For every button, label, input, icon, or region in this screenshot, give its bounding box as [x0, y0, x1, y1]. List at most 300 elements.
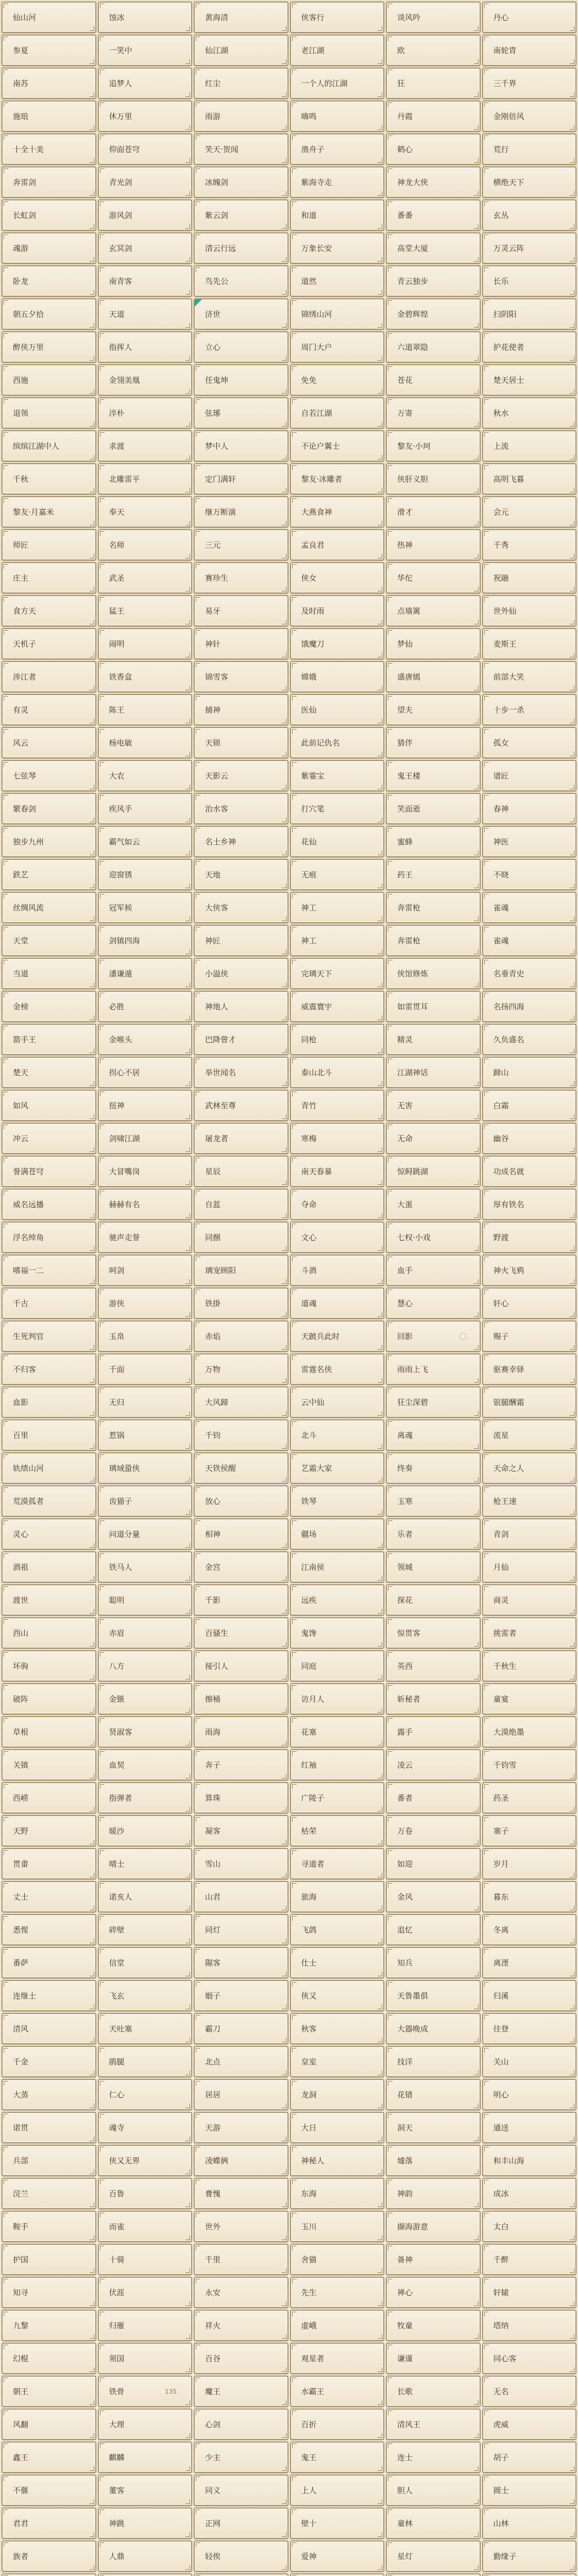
title-tile[interactable] [2, 2079, 96, 2110]
title-tile[interactable] [98, 793, 193, 824]
title-tile[interactable] [482, 1617, 577, 1649]
title-tile[interactable] [194, 2376, 288, 2407]
title-tile[interactable] [2, 1947, 96, 1978]
title-tile[interactable] [194, 100, 288, 132]
title-tile[interactable] [290, 1090, 385, 1121]
title-tile[interactable] [2, 1057, 96, 1088]
title-tile[interactable] [2, 826, 96, 857]
title-tile[interactable] [194, 1848, 288, 1879]
title-tile[interactable] [2, 2013, 96, 2044]
title-tile[interactable] [98, 1485, 193, 1517]
title-tile[interactable] [194, 1222, 288, 1253]
title-tile[interactable] [290, 2145, 385, 2176]
title-tile[interactable] [290, 892, 385, 923]
title-tile[interactable] [98, 1749, 193, 1781]
title-tile[interactable] [386, 1485, 481, 1517]
title-tile[interactable] [194, 1452, 288, 1484]
title-tile[interactable] [386, 562, 481, 594]
title-tile[interactable] [2, 331, 96, 363]
title-tile[interactable] [290, 2573, 385, 2576]
title-tile[interactable] [98, 1057, 193, 1088]
title-tile[interactable] [386, 1683, 481, 1715]
title-tile[interactable] [194, 67, 288, 99]
title-tile[interactable] [98, 595, 193, 626]
title-tile[interactable] [386, 1980, 481, 2011]
title-tile[interactable] [290, 628, 385, 659]
title-tile[interactable] [290, 2343, 385, 2374]
title-tile[interactable] [482, 166, 577, 198]
title-tile[interactable] [2, 1485, 96, 1517]
title-tile[interactable] [98, 364, 193, 396]
title-tile[interactable] [2, 2277, 96, 2308]
title-tile[interactable] [2, 397, 96, 429]
title-tile[interactable] [386, 2178, 481, 2209]
title-tile[interactable] [98, 1090, 193, 1121]
title-tile[interactable] [482, 1947, 577, 1978]
title-tile[interactable] [482, 2145, 577, 2176]
title-tile[interactable] [194, 1947, 288, 1978]
title-tile[interactable] [386, 2013, 481, 2044]
title-tile[interactable] [98, 2409, 193, 2440]
title-tile[interactable] [386, 2310, 481, 2341]
title-tile[interactable] [290, 199, 385, 231]
title-tile[interactable] [98, 1024, 193, 1055]
title-tile[interactable] [194, 694, 288, 725]
title-tile[interactable] [194, 2145, 288, 2176]
title-tile[interactable] [482, 529, 577, 561]
title-tile[interactable] [98, 496, 193, 528]
title-tile[interactable] [2, 1189, 96, 1220]
title-tile[interactable] [290, 925, 385, 956]
title-tile[interactable] [194, 265, 288, 297]
title-tile[interactable] [194, 298, 288, 330]
title-tile[interactable] [386, 1782, 481, 1814]
title-tile[interactable] [2, 430, 96, 462]
title-tile[interactable] [98, 2112, 193, 2143]
title-tile[interactable] [194, 1353, 288, 1385]
title-tile[interactable] [290, 265, 385, 297]
title-tile[interactable] [2, 2211, 96, 2242]
title-tile[interactable] [98, 2046, 193, 2077]
title-tile[interactable] [2, 1156, 96, 1187]
title-tile[interactable] [386, 2046, 481, 2077]
title-tile[interactable] [98, 661, 193, 692]
title-tile[interactable] [194, 1386, 288, 1418]
title-tile[interactable] [98, 2310, 193, 2341]
title-tile[interactable] [290, 958, 385, 989]
title-tile[interactable] [290, 430, 385, 462]
title-tile[interactable] [194, 2310, 288, 2341]
title-tile[interactable] [386, 67, 481, 99]
title-tile[interactable] [98, 2, 193, 33]
title-tile[interactable] [194, 1024, 288, 1055]
title-tile[interactable] [482, 430, 577, 462]
title-tile[interactable] [290, 2178, 385, 2209]
title-tile[interactable] [2, 1551, 96, 1583]
title-tile[interactable] [290, 2475, 385, 2506]
title-tile[interactable] [2, 760, 96, 791]
title-tile[interactable] [2, 2343, 96, 2374]
title-tile[interactable] [194, 2013, 288, 2044]
title-tile[interactable] [482, 2211, 577, 2242]
title-tile[interactable] [386, 1881, 481, 1912]
title-tile[interactable] [98, 199, 193, 231]
title-tile[interactable] [194, 1650, 288, 1682]
title-tile[interactable] [194, 958, 288, 989]
title-tile[interactable] [290, 760, 385, 791]
title-tile[interactable] [98, 2442, 193, 2473]
title-tile[interactable] [290, 793, 385, 824]
title-tile[interactable] [386, 529, 481, 561]
title-tile[interactable] [386, 2244, 481, 2275]
title-tile[interactable] [194, 232, 288, 264]
title-tile[interactable] [386, 1320, 481, 1352]
title-tile[interactable] [98, 2145, 193, 2176]
title-tile[interactable] [290, 694, 385, 725]
title-tile[interactable] [194, 1716, 288, 1748]
title-tile[interactable] [386, 826, 481, 857]
title-tile[interactable] [2, 1255, 96, 1286]
title-tile[interactable] [98, 1683, 193, 1715]
title-tile[interactable] [482, 2442, 577, 2473]
title-tile[interactable] [290, 1947, 385, 1978]
title-tile[interactable] [386, 166, 481, 198]
title-tile[interactable] [386, 133, 481, 165]
title-tile[interactable] [482, 2310, 577, 2341]
title-tile[interactable] [98, 1881, 193, 1912]
title-tile[interactable] [482, 67, 577, 99]
title-tile[interactable] [290, 1749, 385, 1781]
title-tile[interactable] [2, 1353, 96, 1385]
title-tile[interactable] [290, 232, 385, 264]
title-tile[interactable] [98, 463, 193, 495]
title-tile[interactable] [194, 1485, 288, 1517]
title-tile[interactable] [482, 991, 577, 1022]
title-tile[interactable] [194, 991, 288, 1022]
title-tile[interactable] [194, 1090, 288, 1121]
title-tile[interactable] [98, 1419, 193, 1451]
title-tile[interactable] [194, 1914, 288, 1945]
title-tile[interactable] [386, 496, 481, 528]
title-tile[interactable] [482, 199, 577, 231]
title-tile[interactable] [98, 2244, 193, 2275]
title-tile[interactable] [2, 2475, 96, 2506]
title-tile[interactable] [98, 100, 193, 132]
title-tile[interactable] [386, 991, 481, 1022]
title-tile[interactable] [482, 1485, 577, 1517]
title-tile[interactable] [482, 1749, 577, 1781]
title-tile[interactable] [98, 232, 193, 264]
title-tile[interactable] [194, 925, 288, 956]
title-tile[interactable] [98, 166, 193, 198]
title-tile[interactable] [2, 2310, 96, 2341]
title-tile[interactable] [98, 430, 193, 462]
title-tile[interactable] [194, 364, 288, 396]
title-tile[interactable] [194, 463, 288, 495]
title-tile[interactable] [482, 1650, 577, 1682]
title-tile[interactable] [98, 1320, 193, 1352]
title-tile[interactable] [194, 1287, 288, 1319]
title-tile[interactable] [2, 2442, 96, 2473]
title-tile[interactable] [482, 133, 577, 165]
title-tile[interactable] [2, 232, 96, 264]
title-tile[interactable] [98, 2277, 193, 2308]
title-tile[interactable] [194, 1551, 288, 1583]
title-tile[interactable] [194, 1881, 288, 1912]
title-tile[interactable] [194, 1584, 288, 1616]
title-tile[interactable] [194, 2409, 288, 2440]
title-tile[interactable] [386, 1287, 481, 1319]
title-tile[interactable] [386, 430, 481, 462]
title-tile[interactable] [482, 694, 577, 725]
title-tile[interactable] [98, 1123, 193, 1154]
title-tile[interactable] [194, 2178, 288, 2209]
title-tile[interactable] [482, 1452, 577, 1484]
title-tile[interactable] [98, 2475, 193, 2506]
title-tile[interactable] [386, 2376, 481, 2407]
title-tile[interactable] [290, 1650, 385, 1682]
title-tile[interactable] [482, 892, 577, 923]
title-tile[interactable] [2, 694, 96, 725]
title-tile[interactable] [386, 2343, 481, 2374]
title-tile[interactable] [482, 1057, 577, 1088]
title-tile[interactable] [482, 1353, 577, 1385]
title-tile[interactable] [194, 793, 288, 824]
title-tile[interactable] [2, 1518, 96, 1550]
title-tile[interactable] [98, 1353, 193, 1385]
title-tile[interactable] [98, 694, 193, 725]
title-tile[interactable] [386, 463, 481, 495]
title-tile[interactable] [290, 331, 385, 363]
title-tile[interactable] [2, 2244, 96, 2275]
title-tile[interactable] [290, 1419, 385, 1451]
title-tile[interactable] [98, 562, 193, 594]
title-tile[interactable] [386, 1386, 481, 1418]
title-tile[interactable] [2, 265, 96, 297]
title-tile[interactable] [2, 661, 96, 692]
title-tile[interactable] [98, 1386, 193, 1418]
title-tile[interactable] [2, 1419, 96, 1451]
title-tile[interactable] [290, 991, 385, 1022]
title-tile[interactable] [98, 133, 193, 165]
title-tile[interactable] [386, 298, 481, 330]
title-tile[interactable] [290, 1156, 385, 1187]
title-tile[interactable] [2, 1650, 96, 1682]
title-tile[interactable] [2, 859, 96, 890]
title-tile[interactable] [386, 2, 481, 33]
title-tile[interactable] [386, 892, 481, 923]
title-tile[interactable] [194, 1419, 288, 1451]
title-tile[interactable] [386, 1518, 481, 1550]
title-tile[interactable] [2, 133, 96, 165]
title-tile[interactable] [386, 199, 481, 231]
title-tile[interactable] [194, 1320, 288, 1352]
title-tile[interactable] [482, 1551, 577, 1583]
title-tile[interactable] [2, 1980, 96, 2011]
title-tile[interactable] [482, 1090, 577, 1121]
title-tile[interactable] [386, 1419, 481, 1451]
title-tile[interactable] [482, 793, 577, 824]
title-tile[interactable] [98, 991, 193, 1022]
title-tile[interactable] [98, 2540, 193, 2572]
title-tile[interactable] [290, 529, 385, 561]
title-tile[interactable] [482, 1881, 577, 1912]
title-tile[interactable] [98, 2211, 193, 2242]
title-tile[interactable] [98, 628, 193, 659]
title-tile[interactable] [98, 2079, 193, 2110]
title-tile[interactable] [386, 364, 481, 396]
title-tile[interactable] [2, 1782, 96, 1814]
title-tile[interactable] [290, 1815, 385, 1846]
title-tile[interactable] [2, 364, 96, 396]
title-tile[interactable] [98, 1650, 193, 1682]
title-tile[interactable] [386, 925, 481, 956]
title-tile[interactable] [386, 694, 481, 725]
title-tile[interactable] [98, 2376, 193, 2407]
title-tile[interactable] [482, 35, 577, 66]
title-tile[interactable] [482, 232, 577, 264]
title-tile[interactable] [290, 859, 385, 890]
title-tile[interactable] [482, 1123, 577, 1154]
title-tile[interactable] [2, 2, 96, 33]
title-tile[interactable] [482, 1782, 577, 1814]
title-tile[interactable] [2, 1287, 96, 1319]
title-tile[interactable] [386, 661, 481, 692]
title-tile[interactable] [386, 2112, 481, 2143]
title-tile[interactable] [290, 2046, 385, 2077]
title-tile[interactable] [386, 397, 481, 429]
title-tile[interactable] [194, 859, 288, 890]
title-tile[interactable] [482, 2178, 577, 2209]
title-tile[interactable] [2, 2178, 96, 2209]
title-tile[interactable] [98, 892, 193, 923]
title-tile[interactable] [194, 2244, 288, 2275]
title-tile[interactable] [2, 35, 96, 66]
title-tile[interactable] [194, 133, 288, 165]
title-tile[interactable] [290, 1617, 385, 1649]
title-tile[interactable] [194, 2211, 288, 2242]
title-tile[interactable] [290, 1881, 385, 1912]
title-tile[interactable] [386, 1749, 481, 1781]
title-tile[interactable] [2, 1386, 96, 1418]
title-tile[interactable] [2, 1222, 96, 1253]
title-tile[interactable] [482, 859, 577, 890]
title-tile[interactable] [290, 2112, 385, 2143]
title-tile[interactable] [386, 100, 481, 132]
title-tile[interactable] [98, 35, 193, 66]
title-tile[interactable] [482, 958, 577, 989]
title-tile[interactable] [98, 1617, 193, 1649]
title-tile[interactable] [2, 1090, 96, 1121]
title-tile[interactable] [290, 298, 385, 330]
title-tile[interactable] [2, 793, 96, 824]
title-tile[interactable] [386, 1057, 481, 1088]
title-tile[interactable] [482, 1024, 577, 1055]
title-tile[interactable] [386, 595, 481, 626]
title-tile[interactable] [2, 1749, 96, 1781]
title-tile[interactable] [482, 2046, 577, 2077]
title-tile[interactable] [386, 628, 481, 659]
title-tile[interactable] [2, 1617, 96, 1649]
title-tile[interactable] [2, 1815, 96, 1846]
title-tile[interactable] [482, 2475, 577, 2506]
title-tile[interactable] [2, 2376, 96, 2407]
title-tile[interactable] [482, 826, 577, 857]
title-tile[interactable] [386, 1617, 481, 1649]
title-tile[interactable] [290, 2310, 385, 2341]
title-tile[interactable] [2, 298, 96, 330]
title-tile[interactable] [482, 595, 577, 626]
title-tile[interactable] [290, 562, 385, 594]
title-tile[interactable] [98, 1255, 193, 1286]
title-tile[interactable] [386, 2277, 481, 2308]
title-tile[interactable] [386, 1716, 481, 1748]
title-tile[interactable] [290, 67, 385, 99]
title-tile[interactable] [386, 1156, 481, 1187]
title-tile[interactable] [290, 364, 385, 396]
title-tile[interactable] [482, 2, 577, 33]
title-tile[interactable] [290, 1485, 385, 1517]
title-tile[interactable] [482, 331, 577, 363]
title-tile[interactable] [482, 1848, 577, 1879]
title-tile[interactable] [290, 1024, 385, 1055]
title-tile[interactable] [2, 1452, 96, 1484]
title-tile[interactable] [2, 463, 96, 495]
title-tile[interactable] [386, 1090, 481, 1121]
title-tile[interactable] [98, 925, 193, 956]
title-tile[interactable] [290, 1320, 385, 1352]
title-tile[interactable] [194, 2343, 288, 2374]
title-tile[interactable] [482, 1716, 577, 1748]
title-tile[interactable] [194, 595, 288, 626]
title-tile[interactable] [98, 1551, 193, 1583]
title-tile[interactable] [482, 1518, 577, 1550]
title-tile[interactable] [482, 661, 577, 692]
title-tile[interactable] [194, 628, 288, 659]
title-tile[interactable] [482, 1255, 577, 1286]
title-tile[interactable] [194, 496, 288, 528]
title-tile[interactable] [194, 1123, 288, 1154]
title-tile[interactable] [290, 1683, 385, 1715]
title-tile[interactable] [386, 1650, 481, 1682]
title-tile[interactable] [290, 1584, 385, 1616]
title-tile[interactable] [194, 430, 288, 462]
title-tile[interactable] [290, 1848, 385, 1879]
title-tile[interactable] [482, 2079, 577, 2110]
title-tile[interactable] [2, 1914, 96, 1945]
title-tile[interactable] [98, 1782, 193, 1814]
title-tile[interactable] [194, 1189, 288, 1220]
title-tile[interactable] [2, 2507, 96, 2539]
title-tile[interactable] [2, 1848, 96, 1879]
title-tile[interactable] [98, 67, 193, 99]
title-tile[interactable] [194, 1980, 288, 2011]
title-tile[interactable] [2, 67, 96, 99]
title-tile[interactable] [194, 1749, 288, 1781]
title-tile[interactable] [290, 1452, 385, 1484]
title-tile[interactable] [290, 2540, 385, 2572]
title-tile[interactable] [386, 859, 481, 890]
title-tile[interactable] [290, 1222, 385, 1253]
title-tile[interactable] [290, 2277, 385, 2308]
title-tile[interactable] [482, 364, 577, 396]
title-tile[interactable] [482, 1287, 577, 1319]
title-tile[interactable] [2, 2145, 96, 2176]
title-tile[interactable] [2, 1024, 96, 1055]
title-tile[interactable] [98, 1980, 193, 2011]
title-tile[interactable] [290, 2013, 385, 2044]
title-tile[interactable] [98, 1287, 193, 1319]
